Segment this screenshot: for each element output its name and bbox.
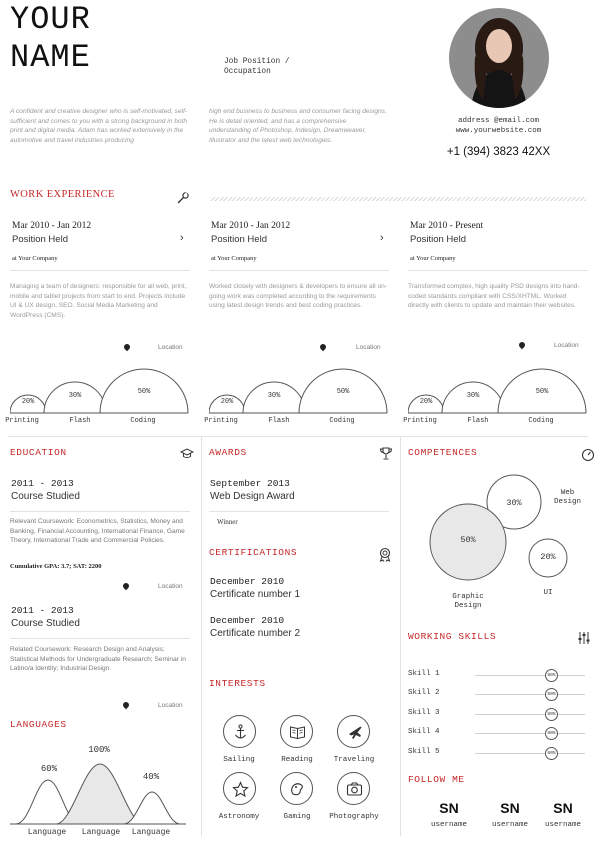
working-skills-title: WORKING SKILLS	[408, 631, 497, 642]
education-1-location: Location	[158, 583, 183, 590]
certification-1-date: December 2010	[210, 576, 285, 587]
skill-2-knob[interactable]: 80%	[545, 688, 558, 701]
interests-title: INTERESTS	[209, 678, 266, 689]
social-username-1[interactable]: username	[430, 821, 467, 829]
education-1-course: Course Studied	[11, 491, 80, 502]
skill-4-track	[475, 733, 585, 734]
language-3-label: Language	[131, 828, 171, 837]
name-line-1: YOUR	[10, 1, 91, 38]
contact-website[interactable]: www.yourwebsite.com	[455, 127, 542, 135]
competences-title: COMPETENCES	[408, 447, 478, 458]
anchor-icon	[223, 715, 256, 748]
job-2-date: Mar 2010 - Jan 2012	[211, 221, 291, 231]
airplane-icon	[337, 715, 370, 748]
camera-icon	[337, 772, 370, 805]
education-1-date: 2011 - 2013	[11, 478, 74, 489]
job-1-chevron-icon[interactable]: ›	[180, 232, 184, 244]
education-2-description: Related Coursework: Research Design and Analysis; Statistical Methods for Undergraduate Research; Seminar in Latino/a Identity; Industrial Design.	[10, 646, 186, 673]
job-position: Job Position / Occupation	[224, 58, 290, 76]
job-3-location: Location	[554, 342, 579, 349]
intro-left: A confident and creative designer who is self-motivated, self-sufficient and comes to you with a strong background in both print and digital media. Adam has worked extensively in the automotive and travel industries producing	[10, 108, 188, 144]
skill-value: 30%	[466, 392, 480, 400]
education-1-gpa: Cumulative GPA: 3.7; SAT: 2200	[10, 563, 102, 570]
competence-web-label: Web Design	[553, 489, 581, 506]
job-3-position: Position Held	[410, 234, 466, 245]
education-1-description: Relevant Coursework: Econometrics, Statistics, Money and Banking, Financial Accounting, International Finance, Game Theory, International Trade and Commercial Policies.	[10, 518, 185, 545]
skill-label: Coding	[329, 417, 355, 425]
book-icon	[280, 715, 313, 748]
language-2-label: Language	[81, 828, 121, 837]
skill-5-knob[interactable]: 80%	[545, 747, 558, 760]
skill-value: 20%	[21, 398, 35, 406]
skill-value: 30%	[68, 392, 82, 400]
skill-1-knob[interactable]: 80%	[545, 669, 558, 682]
language-1-label: Language	[27, 828, 67, 837]
work-title-divider	[210, 197, 586, 201]
skill-label: Coding	[130, 417, 156, 425]
job-3-date: Mar 2010 - Present	[410, 221, 484, 231]
interest-label-gaming: Gaming	[283, 813, 311, 821]
education-2-course: Course Studied	[11, 618, 80, 629]
job-1-skill-arcs	[5, 368, 190, 428]
job-2-position: Position Held	[211, 234, 267, 245]
certification-1-name: Certificate number 1	[210, 589, 301, 600]
skill-label: Printing	[204, 417, 238, 425]
skill-label: Printing	[5, 417, 39, 425]
language-curves	[8, 748, 188, 826]
divider	[10, 638, 190, 639]
skill-5-track	[475, 753, 585, 754]
sliders-icon	[577, 631, 591, 645]
job-3-company: at Your Company	[410, 255, 456, 262]
language-2-value: 100%	[88, 745, 110, 755]
contact-email[interactable]: address @email.com	[457, 117, 539, 125]
location-pin-icon	[518, 341, 526, 349]
social-network-2[interactable]: SN	[500, 800, 520, 816]
job-1-company: at Your Company	[12, 255, 58, 262]
job-2-company: at Your Company	[211, 255, 257, 262]
skill-2-label: Skill 2	[408, 689, 440, 697]
skill-label: Flash	[268, 417, 290, 425]
divider	[10, 511, 190, 512]
interest-label-traveling: Traveling	[333, 756, 375, 764]
location-pin-icon	[123, 343, 131, 351]
skill-2-track	[475, 694, 585, 695]
skill-value: 20%	[220, 398, 234, 406]
language-1-value: 60%	[40, 764, 58, 774]
skill-1-label: Skill 1	[408, 670, 440, 678]
education-2-location: Location	[158, 702, 183, 709]
skill-label: Flash	[467, 417, 489, 425]
location-pin-icon	[122, 701, 130, 709]
awards-title: AWARDS	[209, 447, 247, 458]
competence-ui-label: UI	[543, 589, 553, 597]
divider	[209, 511, 389, 512]
skill-5-label: Skill 5	[408, 748, 440, 756]
name-line-2: NAME	[10, 39, 91, 76]
contact-phone: +1 (394) 3823 42XX	[446, 146, 551, 158]
profile-photo	[449, 8, 549, 108]
location-pin-icon	[319, 343, 327, 351]
job-1-description: Managing a team of designers: responsible for all web, print, mobile and tablet projects from start to end. Projects include UI & UX design, SEO, Social Media Marketing and WordPress (CMS).	[10, 283, 187, 319]
job-2-location: Location	[356, 344, 381, 351]
education-title: EDUCATION	[10, 447, 67, 458]
award-name: Web Design Award	[210, 491, 295, 502]
column-divider	[201, 436, 202, 836]
follow-me-title: FOLLOW ME	[408, 774, 465, 785]
education-2-date: 2011 - 2013	[11, 605, 74, 616]
trophy-icon	[379, 447, 393, 460]
competence-graphic-value: 50%	[460, 535, 476, 545]
skill-value: 50%	[535, 388, 549, 396]
divider	[209, 270, 389, 271]
location-pin-icon	[122, 582, 130, 590]
skill-3-track	[475, 714, 585, 715]
competence-ui-value: 20%	[540, 552, 556, 562]
skill-3-knob[interactable]: 80%	[545, 708, 558, 721]
skill-1-track	[475, 675, 585, 676]
divider	[10, 270, 190, 271]
star-icon	[223, 772, 256, 805]
work-experience-title: WORK EXPERIENCE	[10, 189, 115, 200]
language-3-value: 40%	[142, 772, 160, 782]
skill-value: 50%	[137, 388, 151, 396]
job-1-date: Mar 2010 - Jan 2012	[12, 221, 92, 231]
social-username-2[interactable]: username	[491, 821, 528, 829]
social-network-1[interactable]: SN	[439, 800, 459, 816]
column-divider	[400, 436, 401, 836]
skill-3-label: Skill 3	[408, 709, 440, 717]
gamepad-icon	[280, 772, 313, 805]
job-2-skill-arcs	[204, 368, 389, 428]
award-result: Winner	[217, 518, 238, 526]
interest-label-sailing: Sailing	[223, 756, 255, 764]
graduation-cap-icon	[180, 448, 194, 460]
skill-value: 50%	[336, 388, 350, 396]
job-3-description: Transformed complex, high quality PSD designs into hand-coded standards compliant with CSS/XHTML. Worked directly with clients to update and maintain their websites.	[408, 283, 580, 310]
job-2-chevron-icon[interactable]: ›	[380, 232, 384, 244]
certification-2-date: December 2010	[210, 615, 285, 626]
interest-label-astronomy: Astronomy	[218, 813, 260, 821]
skill-value: 30%	[267, 392, 281, 400]
social-username-3[interactable]: username	[544, 821, 581, 829]
competence-graphic-label: Graphic Design	[452, 593, 484, 610]
interest-label-reading: Reading	[281, 756, 313, 764]
job-1-location: Location	[158, 344, 183, 351]
speedometer-icon	[581, 448, 595, 461]
skill-value: 20%	[419, 398, 433, 406]
skill-label: Flash	[69, 417, 91, 425]
skill-4-label: Skill 4	[408, 728, 440, 736]
certifications-title: CERTIFICATIONS	[209, 547, 298, 558]
intro-right: high end business to business and consumer facing designs. He is detail oriented, and has a comprehensive understanding of Photoshop, Indesign, Dreamweaver, Illustrator and the latest web technologies.	[209, 108, 387, 144]
job-1-position: Position Held	[12, 234, 68, 245]
section-divider	[8, 436, 588, 437]
competence-web-value: 30%	[506, 498, 522, 508]
languages-title: LANGUAGES	[10, 719, 67, 730]
skill-4-knob[interactable]: 80%	[545, 727, 558, 740]
divider	[408, 270, 588, 271]
job-3-skill-arcs	[403, 368, 588, 428]
interest-label-photography: Photography	[329, 813, 379, 821]
job-2-description: Worked closely with designers & developers to ensure all on-going work was completed according to the requirements using latest design trends and best coding practices.	[209, 283, 387, 310]
certification-2-name: Certificate number 2	[210, 628, 301, 639]
skill-label: Printing	[403, 417, 437, 425]
award-date: September 2013	[210, 478, 290, 489]
social-network-3[interactable]: SN	[553, 800, 573, 816]
skill-label: Coding	[528, 417, 554, 425]
medal-icon	[378, 547, 392, 562]
wrench-icon	[176, 191, 190, 205]
